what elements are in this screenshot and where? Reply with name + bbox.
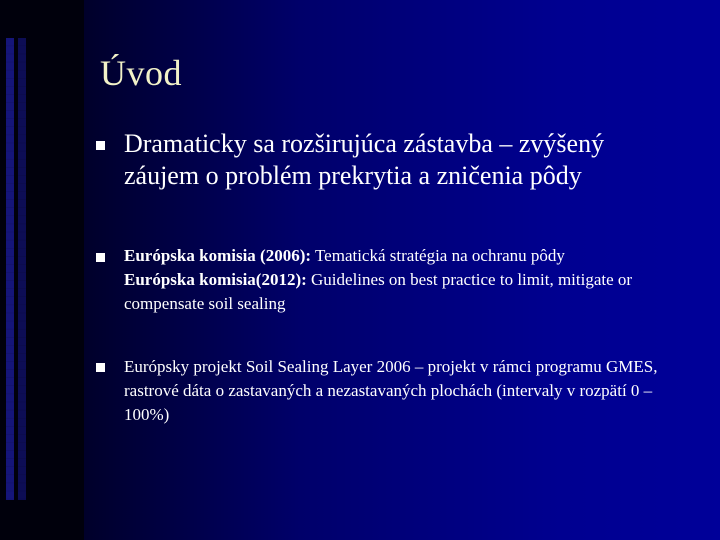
bullet-square-icon: [96, 141, 105, 150]
line-text: Tematická stratégia na ochranu pôdy: [311, 246, 565, 265]
bullet-text: Dramaticky sa rozširujúca zástavba – zvýšený záujem o problém prekrytia a zničenia pôdy: [124, 129, 605, 190]
bold-source: Európska komisia(2012):: [124, 270, 307, 289]
slide-title: Úvod: [100, 53, 182, 93]
bullet-line: [124, 268, 684, 316]
bullet-line: [124, 244, 684, 268]
line-text: Guidelines on best practice to limit, mitigate or compensate soil sealing: [124, 270, 633, 313]
bullet-square-icon: [96, 363, 105, 372]
bullet-text: Európsky projekt Soil Sealing Layer 2006 – projekt v rámci programu GMES, rastrové dáta o zastavaných a nezastavaných plochách (intervaly v rozpätí 0 – 100%): [124, 357, 658, 424]
decorative-side-strip: [0, 0, 84, 540]
bullet-text: [124, 244, 684, 316]
bold-source: Európska komisia (2006):: [124, 246, 312, 265]
decorative-square-column: [18, 38, 28, 500]
decorative-square-column: [6, 38, 16, 500]
bullet-square-icon: [96, 253, 105, 262]
